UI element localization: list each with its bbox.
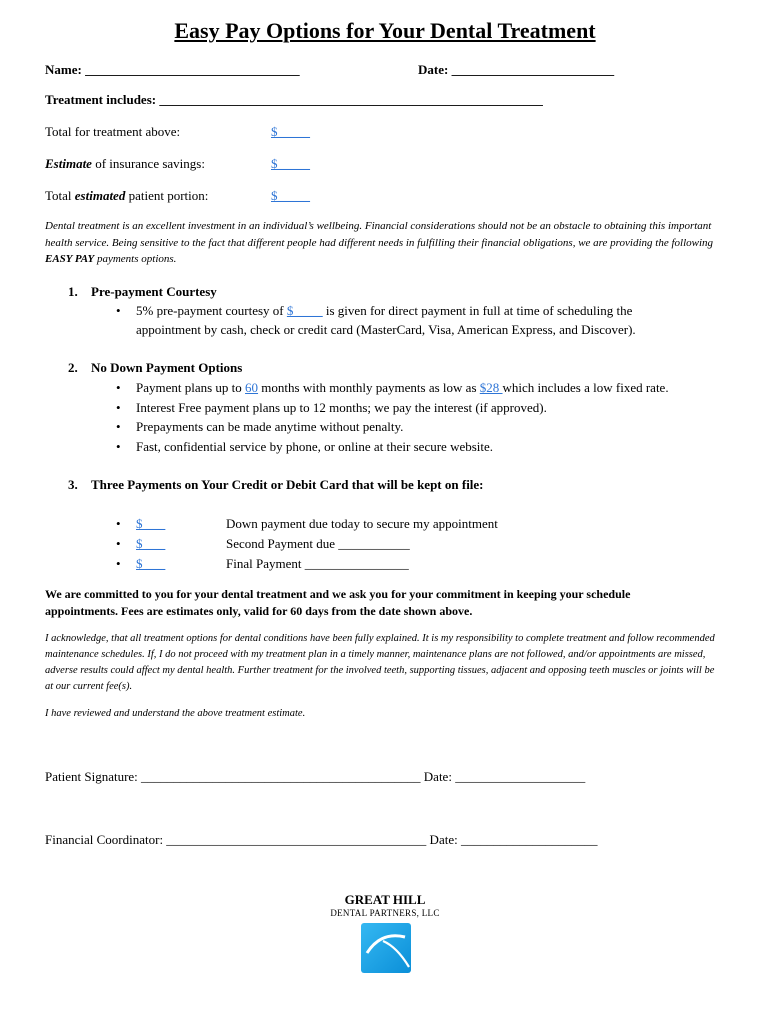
second-payment-label: Second Payment due ___________ [226,536,410,551]
section-2-bullet-4: Fast, confidential service by phone, or online at their secure website. [136,439,494,454]
estimate-value-field[interactable]: $_____ [271,156,310,171]
prepay-amount-field[interactable]: $ ____ [286,303,323,318]
estimate-word: Estimate [45,156,92,171]
portion-label [45,188,208,204]
patient-signature-line[interactable]: Patient Signature: ___________________________________________ Date: ____________________ [45,769,586,784]
easy-pay-text: EASY PAY [45,253,95,265]
section-2-number: 2. [68,360,78,375]
reviewed-statement: I have reviewed and understand the above treatment estimate. [45,708,306,719]
financial-coordinator-signature-line[interactable]: Financial Coordinator: ________________________________________ Date: _____________________ [45,832,598,847]
final-payment-label: Final Payment ________________ [226,556,409,571]
bullet-icon: • [116,380,121,395]
great-hill-logo-icon [361,923,411,973]
intro-text: Dental treatment is an excellent investment in an individual’s wellbeing. Financial considerations should not be an obstacle to obtaining this important health service. Being sensitive to the fact that different people had different needs in fulfilling their financial obligations, we are providing the following [45,220,714,249]
section-2-bullet-1 [136,380,669,396]
treatment-field[interactable]: ___________________________________________________________ [159,92,543,107]
monthly-amount-link[interactable]: $28 [479,380,503,395]
plan-text: Payment plans up to [136,380,246,395]
portion-pre: Total [45,188,75,203]
treatment-line [45,92,543,108]
section-1-line-1 [136,303,632,319]
section-3-heading: Three Payments on Your Credit or Debit Card that will be kept on file: [91,477,484,492]
down-payment-amount-field[interactable]: $ ___ [136,516,166,531]
bullet-icon: • [116,400,121,415]
portion-rest: patient portion: [125,188,209,203]
prepay-text: 5% pre-payment courtesy of [136,303,287,318]
intro-paragraph [45,218,725,268]
section-2-bullet-3: Prepayments can be made anytime without penalty. [136,419,404,434]
portion-value-field[interactable]: $_____ [271,188,310,203]
down-payment-label: Down payment due today to secure my appointment [226,516,498,531]
months-link[interactable]: 60 [245,380,259,395]
page-title: Easy Pay Options for Your Dental Treatment [174,18,596,43]
commitment-line-2: appointments. Fees are estimates only, valid for 60 days from the date shown above. [45,604,473,618]
bullet-icon: • [116,536,121,551]
total-label: Total for treatment above: [45,124,181,139]
total-value-field[interactable]: $_____ [271,124,310,139]
date-field[interactable]: _________________________ [451,62,615,77]
bullet-icon: • [116,516,121,531]
company-name: GREAT HILL [344,892,426,907]
final-payment-amount-field[interactable]: $ ___ [136,556,166,571]
intro-text-end: payments options. [94,253,177,265]
section-1-line-2: appointment by cash, check or credit card (MasterCard, Visa, American Express, and Discover). [136,322,636,337]
date-line [418,62,614,78]
bullet-icon: • [116,439,121,454]
treatment-label: Treatment includes: [45,92,157,107]
plan-text-end: which includes a low fixed rate. [502,380,669,395]
section-1-heading: Pre-payment Courtesy [91,284,217,299]
acknowledgement-paragraph: I acknowledge, that all treatment options for dental conditions have been fully explained. It is my responsibility to complete treatment and follow recommended maintenance schedules. If, I do not proceed with my treatment plan in a timely manner, maintenance plans are not followed, and/or appointments are missed, adverse results could affect my dental health. Further treatment for the involved teeth, supporting tissues, adjacent and opposing teeth muscles or joints will be at our current fee(s). [45,633,715,692]
bullet-icon: • [116,419,121,434]
plan-text-mid: months with monthly payments as low as [258,380,480,395]
date-label: Date: [418,62,449,77]
company-subtitle: DENTAL PARTNERS, LLC [330,908,440,918]
section-2-bullet-2: Interest Free payment plans up to 12 months; we pay the interest (if approved). [136,400,547,415]
section-3-number: 3. [68,477,78,492]
section-1-number: 1. [68,284,78,299]
name-field[interactable]: _________________________________ [85,62,300,77]
section-2-heading: No Down Payment Options [91,360,243,375]
name-label: Name: [45,62,82,77]
second-payment-amount-field[interactable]: $ ___ [136,536,166,551]
estimate-label [45,156,205,172]
portion-word: estimated [74,188,126,203]
bullet-icon: • [116,303,121,318]
bullet-icon: • [116,556,121,571]
prepay-text-end: is given for direct payment in full at time of scheduling the [322,303,633,318]
commitment-line-1: We are committed to you for your dental treatment and we ask you for your commitment in keeping your schedule [45,587,631,601]
estimate-rest: of insurance savings: [91,156,205,171]
name-line [45,62,300,78]
